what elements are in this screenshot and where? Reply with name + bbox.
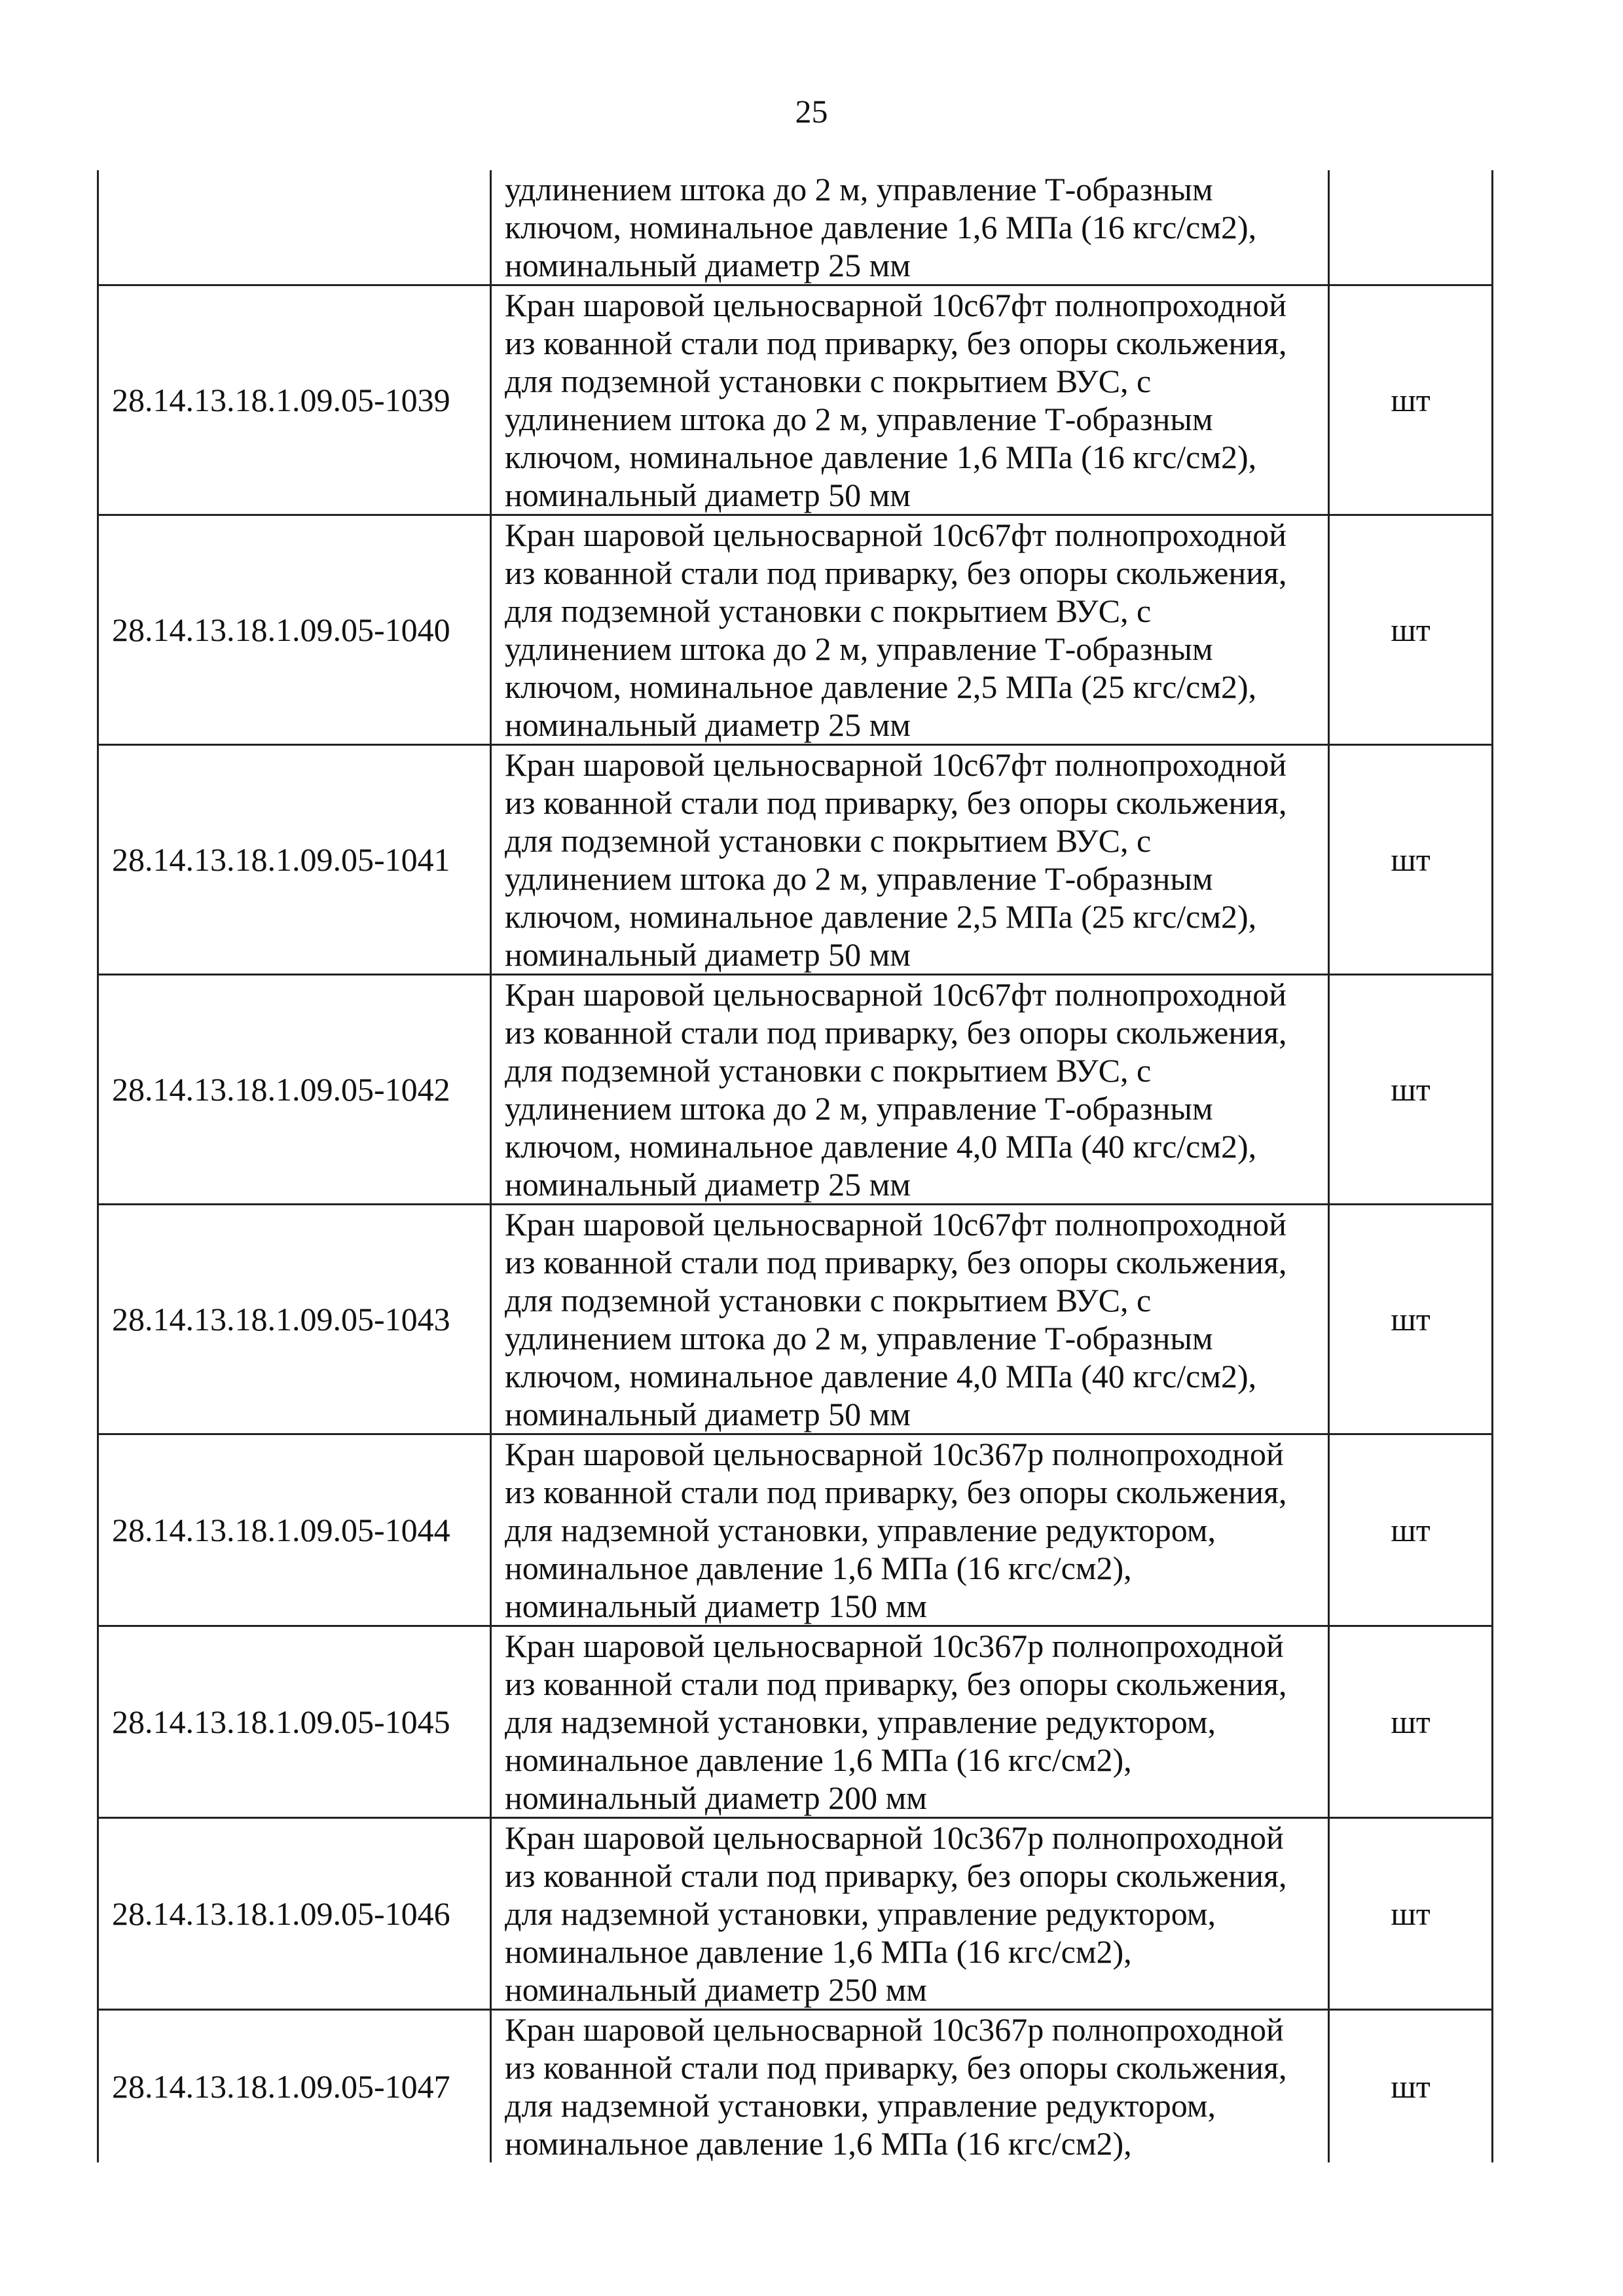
description-line: Кран шаровой цельносварной 10с67фт полнопроходной [505,287,1286,323]
description-line: удлинением штока до 2 м, управление Т-образным [505,401,1213,437]
description-line: номинальный диаметр 50 мм [505,936,911,973]
resource-code-cell: 28.14.13.18.1.09.05-1043 [98,1205,491,1434]
description-line: номинальное давление 1,6 МПа (16 кгс/см2), [505,1933,1132,1970]
table-row [98,2010,1493,2163]
table-row [98,1205,1493,1434]
table-row [98,975,1493,1205]
description-line: ключом, номинальное давление 1,6 МПа (16 кгс/см2), [505,209,1257,246]
resource-code-cell: 28.14.13.18.1.09.05-1046 [98,1818,491,2010]
description-line: для надземной установки, управление редуктором, [505,1512,1216,1548]
description-line: Кран шаровой цельносварной 10с67фт полнопроходной [505,517,1286,553]
resource-description-cell [491,515,1329,745]
resource-description-cell [491,1818,1329,2010]
description-line: из кованной стали под приварку, без опоры скольжения, [505,1666,1287,1702]
description-line: номинальный диаметр 25 мм [505,247,911,283]
unit-cell: шт [1329,1434,1493,1626]
description-line: номинальное давление 1,6 МПа (16 кгс/см2), [505,1550,1132,1586]
table-row [98,515,1493,745]
description-line: для подземной установки с покрытием ВУС, с [505,592,1152,629]
description-line: из кованной стали под приварку, без опоры скольжения, [505,325,1287,361]
unit-cell: шт [1329,1818,1493,2010]
description-line: из кованной стали под приварку, без опоры скольжения, [505,1857,1287,1894]
description-line: номинальное давление 1,6 МПа (16 кгс/см2), [505,2125,1132,2162]
description-line: удлинением штока до 2 м, управление Т-образным [505,171,1213,208]
resource-code-cell: 28.14.13.18.1.09.05-1039 [98,285,491,515]
resource-code-cell: 28.14.13.18.1.09.05-1042 [98,975,491,1205]
description-line: для подземной установки с покрытием ВУС, с [505,822,1152,859]
description-line: номинальный диаметр 25 мм [505,706,911,743]
resource-code-cell: 28.14.13.18.1.09.05-1047 [98,2010,491,2163]
description-line: для надземной установки, управление редуктором, [505,1895,1216,1932]
description-line: из кованной стали под приварку, без опоры скольжения, [505,784,1287,821]
description-line: для надземной установки, управление редуктором, [505,1704,1216,1740]
description-line: Кран шаровой цельносварной 10с67фт полнопроходной [505,1206,1286,1243]
description-line: из кованной стали под приварку, без опоры скольжения, [505,555,1287,591]
description-line: номинальное давление 1,6 МПа (16 кгс/см2), [505,1741,1132,1778]
unit-cell [1329,170,1493,285]
table-row [98,1818,1493,2010]
resource-table [97,170,1493,2162]
description-line: для подземной установки с покрытием ВУС, с [505,1052,1152,1089]
description-line: из кованной стали под приварку, без опоры скольжения, [505,1244,1287,1281]
description-line: ключом, номинальное давление 2,5 МПа (25 кгс/см2), [505,668,1257,705]
description-line: ключом, номинальное давление 1,6 МПа (16 кгс/см2), [505,439,1257,475]
unit-cell: шт [1329,975,1493,1205]
description-line: Кран шаровой цельносварной 10с367р полнопроходной [505,1436,1284,1472]
table-row [98,1434,1493,1626]
unit-cell: шт [1329,2010,1493,2163]
description-line: из кованной стали под приварку, без опоры скольжения, [505,1474,1287,1510]
resource-code-cell [98,170,491,285]
resource-description-cell [491,745,1329,975]
unit-cell: шт [1329,1626,1493,1818]
unit-cell: шт [1329,515,1493,745]
description-line: ключом, номинальное давление 4,0 МПа (40 кгс/см2), [505,1128,1257,1165]
description-line: Кран шаровой цельносварной 10с67фт полнопроходной [505,746,1286,783]
table-row [98,1626,1493,1818]
table-row [98,285,1493,515]
description-line: номинальный диаметр 50 мм [505,1396,911,1432]
table-row [98,745,1493,975]
description-line: Кран шаровой цельносварной 10с367р полнопроходной [505,1628,1284,1664]
resource-code-cell: 28.14.13.18.1.09.05-1041 [98,745,491,975]
description-line: ключом, номинальное давление 2,5 МПа (25 кгс/см2), [505,898,1257,935]
description-line: номинальный диаметр 50 мм [505,477,911,513]
resource-description-cell [491,975,1329,1205]
description-line: для подземной установки с покрытием ВУС, с [505,363,1152,399]
description-line: номинальный диаметр 200 мм [505,1779,927,1816]
resource-description-cell [491,285,1329,515]
unit-cell: шт [1329,1205,1493,1434]
description-line: для надземной установки, управление редуктором, [505,2087,1216,2124]
page-number: 25 [795,93,828,130]
description-line: Кран шаровой цельносварной 10с67фт полнопроходной [505,976,1286,1013]
resource-description-cell [491,2010,1329,2163]
table-row [98,170,1493,285]
description-line: из кованной стали под приварку, без опоры скольжения, [505,2049,1287,2086]
description-line: удлинением штока до 2 м, управление Т-образным [505,630,1213,667]
description-line: номинальный диаметр 25 мм [505,1166,911,1203]
unit-cell: шт [1329,745,1493,975]
resource-code-cell: 28.14.13.18.1.09.05-1045 [98,1626,491,1818]
description-line: удлинением штока до 2 м, управление Т-образным [505,1090,1213,1127]
description-line: номинальный диаметр 150 мм [505,1588,927,1624]
description-line: ключом, номинальное давление 4,0 МПа (40 кгс/см2), [505,1358,1257,1394]
description-line: Кран шаровой цельносварной 10с367р полнопроходной [505,2011,1284,2048]
description-line: для подземной установки с покрытием ВУС, с [505,1282,1152,1319]
description-line: из кованной стали под приварку, без опоры скольжения, [505,1014,1287,1051]
description-line: удлинением штока до 2 м, управление Т-образным [505,1320,1213,1357]
resource-description-cell [491,1626,1329,1818]
resource-code-cell: 28.14.13.18.1.09.05-1040 [98,515,491,745]
description-line: Кран шаровой цельносварной 10с367р полнопроходной [505,1819,1284,1856]
resource-code-cell: 28.14.13.18.1.09.05-1044 [98,1434,491,1626]
resource-table-body [98,170,1493,2162]
unit-cell: шт [1329,285,1493,515]
description-line: удлинением штока до 2 м, управление Т-образным [505,860,1213,897]
resource-description-cell [491,1205,1329,1434]
resource-description-cell [491,170,1329,285]
resource-description-cell [491,1434,1329,1626]
description-line: номинальный диаметр 250 мм [505,1971,927,2008]
